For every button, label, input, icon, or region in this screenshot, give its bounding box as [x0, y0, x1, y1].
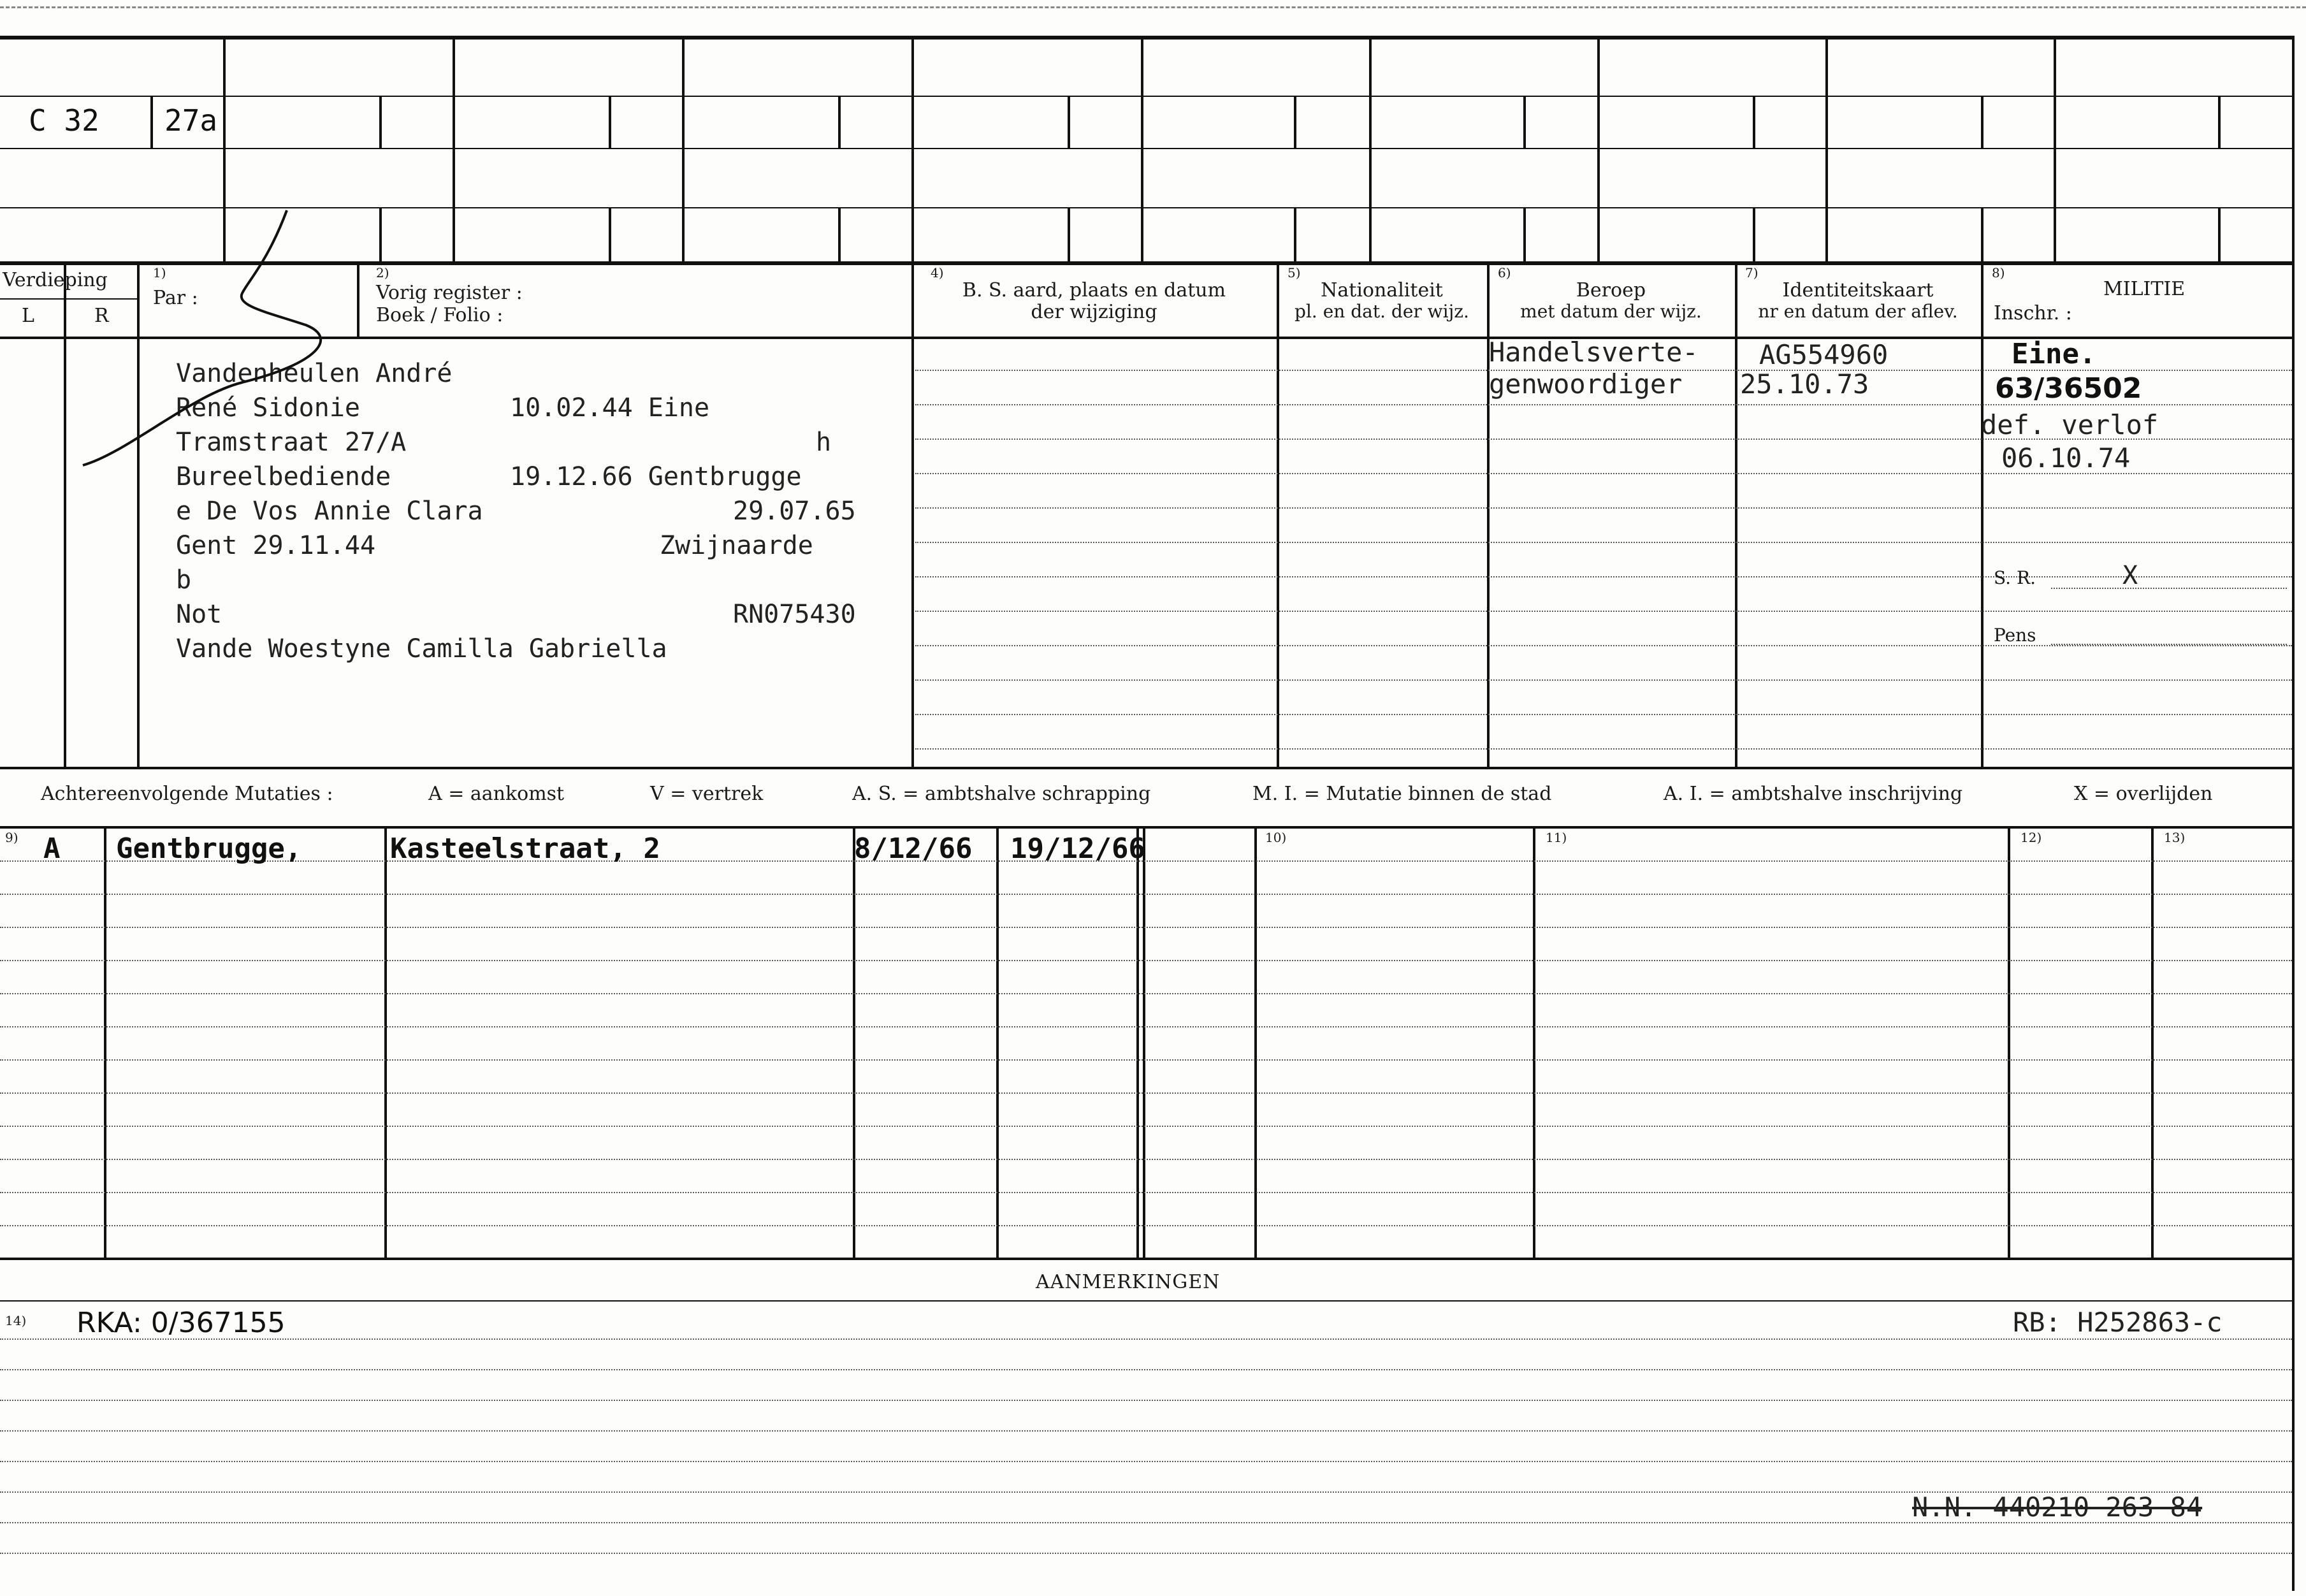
ruled-line: [915, 507, 2292, 509]
grid-line: [1981, 261, 1983, 768]
footnote-9: 9): [5, 830, 18, 845]
spouse-place: Zwijnaarde: [660, 531, 813, 560]
rka-number: RKA: 0/367155: [76, 1307, 286, 1339]
pens-line: [2051, 644, 2287, 645]
ruled-line: [915, 576, 2292, 577]
mutation-street: Kasteelstraat, 2: [390, 832, 660, 865]
ruled-line: [915, 542, 2292, 543]
job-date-place: 19.12.66 Gentbrugge: [510, 462, 802, 491]
ruled-line: [0, 960, 2292, 961]
ruled-line: [915, 714, 2292, 715]
grid-line: [1523, 96, 1526, 148]
rn-number: RN075430: [733, 600, 856, 629]
ruled-line: [0, 860, 2292, 862]
rb-number: RB: H252863-c: [2013, 1307, 2223, 1338]
person-line-4: Bureelbediende: [176, 462, 391, 491]
grid-line: [1825, 36, 1828, 261]
grid-line: [1143, 826, 1145, 1259]
grid-line: [379, 96, 382, 148]
grid-line: [838, 96, 841, 148]
ruled-line: [0, 1026, 2292, 1027]
ruled-line: [0, 993, 2292, 994]
ruled-line: [0, 1159, 2292, 1160]
person-line-5: e De Vos Annie Clara: [176, 497, 483, 526]
ruled-line: [0, 1225, 2292, 1226]
grid-line: [2008, 826, 2010, 1259]
verdieping-label: Verdieping: [3, 269, 108, 291]
grid-line: [2218, 207, 2221, 261]
ruled-line: [0, 1126, 2292, 1127]
ruled-line: [0, 1369, 2292, 1370]
legend-as: A. S. = ambtshalve schrapping: [852, 783, 1151, 805]
marriage-date: 29.07.65: [733, 497, 856, 526]
grid-line: [453, 36, 455, 261]
footnote-12: 12): [2020, 830, 2042, 845]
grid-line: [1735, 261, 1737, 768]
ruled-line: [0, 1059, 2292, 1061]
legend-mi: M. I. = Mutatie binnen de stad: [1252, 783, 1552, 805]
grid-line: [64, 337, 65, 768]
identiteitskaart-sublabel: nr en datum der aflev.: [1758, 301, 1958, 322]
grid-line: [0, 36, 2295, 40]
person-line-2: René Sidonie: [176, 393, 360, 423]
grid-line: [0, 767, 2295, 769]
grid-line: [1136, 826, 1139, 1259]
grid-line: [357, 261, 359, 337]
ruled-line: [0, 1400, 2292, 1401]
grid-line: [0, 1300, 2295, 1302]
ruled-line: [915, 679, 2292, 681]
militie-date: 06.10.74: [2001, 442, 2131, 474]
handwritten-scribble: [76, 204, 344, 472]
grid-line: [384, 826, 387, 1259]
birth-info: 10.02.44 Eine: [510, 393, 710, 423]
left-label: L: [22, 305, 34, 327]
grid-line: [2151, 826, 2154, 1259]
ruled-line: [915, 645, 2292, 646]
footnote-11: 11): [1546, 830, 1567, 845]
beroep-entry-2: genwoordiger: [1489, 368, 1683, 400]
legend-title: Achtereenvolgende Mutaties :: [41, 783, 333, 805]
grid-line: [1753, 96, 1755, 148]
ruled-line: [0, 1461, 2292, 1462]
grid-line: [2054, 36, 2056, 261]
mutation-type: A: [43, 832, 61, 865]
grid-line: [0, 826, 2295, 829]
inschr-label: Inschr. :: [1994, 302, 2072, 324]
beroep-entry-1: Handelsverte-: [1489, 337, 1699, 368]
grid-line: [853, 826, 855, 1259]
mutation-date-1: 8/12/66: [854, 832, 973, 865]
grid-line: [150, 96, 153, 148]
grid-line: [1254, 826, 1257, 1259]
grid-line: [838, 207, 841, 261]
ruled-line: [0, 1192, 2292, 1193]
identiteitskaart-label: Identiteitskaart: [1782, 279, 1934, 301]
ruled-line: [0, 1092, 2292, 1094]
ruled-line: [0, 1430, 2292, 1432]
grid-line: [379, 207, 382, 261]
nationaliteit-sublabel: pl. en dat. der wijz.: [1294, 301, 1469, 322]
bs-label-line1: B. S. aard, plaats en datum: [962, 279, 1226, 301]
footnote-1: 1): [153, 265, 166, 280]
id-card-date: 25.10.73: [1740, 368, 1869, 400]
grid-line: [682, 36, 685, 261]
grid-line: [1753, 207, 1755, 261]
grid-line: [2218, 96, 2221, 148]
grid-line: [0, 96, 2295, 97]
sr-mark: X: [2122, 561, 2138, 590]
grid-line: [911, 261, 914, 768]
grid-line: [104, 826, 106, 1259]
person-line-6: Gent 29.11.44: [176, 531, 376, 560]
mutation-date-2: 19/12/66: [1010, 832, 1145, 865]
grid-line: [1141, 36, 1143, 261]
grid-line: [1533, 826, 1535, 1259]
legend-x: X = overlijden: [2074, 783, 2213, 805]
grid-line: [609, 207, 611, 261]
footnote-13: 13): [2164, 830, 2186, 845]
grid-line: [911, 36, 914, 261]
ruled-line: [0, 1338, 2292, 1340]
ruled-line: [915, 748, 2292, 750]
person-line-1: Vandenheulen André: [176, 359, 453, 388]
remarks-title: AANMERKINGEN: [1036, 1271, 1221, 1293]
footnote-4: 4): [931, 265, 944, 280]
person-line-7: b: [176, 565, 192, 595]
grid-line: [1981, 207, 1983, 261]
grid-line: [609, 96, 611, 148]
par-label: Par :: [153, 287, 198, 309]
vorig-register-label: Vorig register :: [376, 282, 523, 304]
grid-line: [0, 207, 2295, 208]
footnote-6: 6): [1498, 265, 1511, 280]
register-code: C 32: [29, 103, 99, 138]
grid-line: [1294, 207, 1296, 261]
h-mark: h: [816, 428, 832, 457]
legend-a: A = aankomst: [428, 783, 565, 805]
grid-line: [0, 337, 2295, 339]
grid-line: [1294, 96, 1296, 148]
ruled-line: [915, 611, 2292, 612]
legend-v: V = vertrek: [650, 783, 764, 805]
beroep-label: Beroep: [1576, 279, 1646, 301]
id-card-number: AG554960: [1759, 339, 1889, 370]
sr-line: [2051, 588, 2287, 589]
footnote-14: 14): [5, 1313, 27, 1328]
footnote-8: 8): [1992, 265, 2005, 280]
grid-line: [0, 148, 2295, 149]
footnote-2: 2): [376, 265, 389, 280]
right-label: R: [94, 305, 109, 327]
legend-ai: A. I. = ambtshalve inschrijving: [1664, 783, 1963, 805]
bs-label-line2: der wijziging: [1031, 301, 1157, 323]
person-line-3: Tramstraat 27/A: [176, 428, 407, 457]
grid-line: [0, 261, 2295, 265]
footnote-10: 10): [1265, 830, 1287, 845]
grid-line: [1369, 36, 1372, 261]
footnote-7: 7): [1745, 265, 1759, 280]
grid-line: [1277, 261, 1279, 768]
grid-line: [2292, 36, 2295, 1591]
top-edge-scan-mark: [0, 6, 2306, 17]
grid-line: [1068, 207, 1070, 261]
grid-line: [0, 1258, 2295, 1260]
person-line-9: Vande Woestyne Camilla Gabriella: [176, 634, 667, 664]
nn-number: N.N. 440210 263 84: [1912, 1491, 2203, 1523]
person-line-8: Not: [176, 600, 222, 629]
mutation-place: Gentbrugge,: [116, 832, 302, 865]
grid-line: [1597, 36, 1600, 261]
militie-status: def. verlof: [1981, 409, 2159, 440]
boek-folio-label: Boek / Folio :: [376, 304, 504, 326]
ruled-line: [0, 927, 2292, 928]
nationaliteit-label: Nationaliteit: [1321, 279, 1443, 301]
grid-line: [1981, 96, 1983, 148]
grid-line: [1523, 207, 1526, 261]
ruled-line: [0, 1553, 2292, 1554]
beroep-sublabel: met datum der wijz.: [1520, 301, 1702, 322]
ruled-line: [0, 894, 2292, 895]
register-number: 27a: [164, 103, 218, 138]
footnote-5: 5): [1287, 265, 1301, 280]
sr-label: S. R.: [1994, 567, 2036, 588]
grid-line: [996, 826, 999, 1259]
grid-line: [1068, 96, 1070, 148]
militie-place: Eine.: [2012, 338, 2096, 370]
pens-label: Pens: [1994, 625, 2036, 646]
militie-label: MILITIE: [2103, 278, 2186, 300]
militie-number: 63/36502: [1995, 372, 2142, 405]
